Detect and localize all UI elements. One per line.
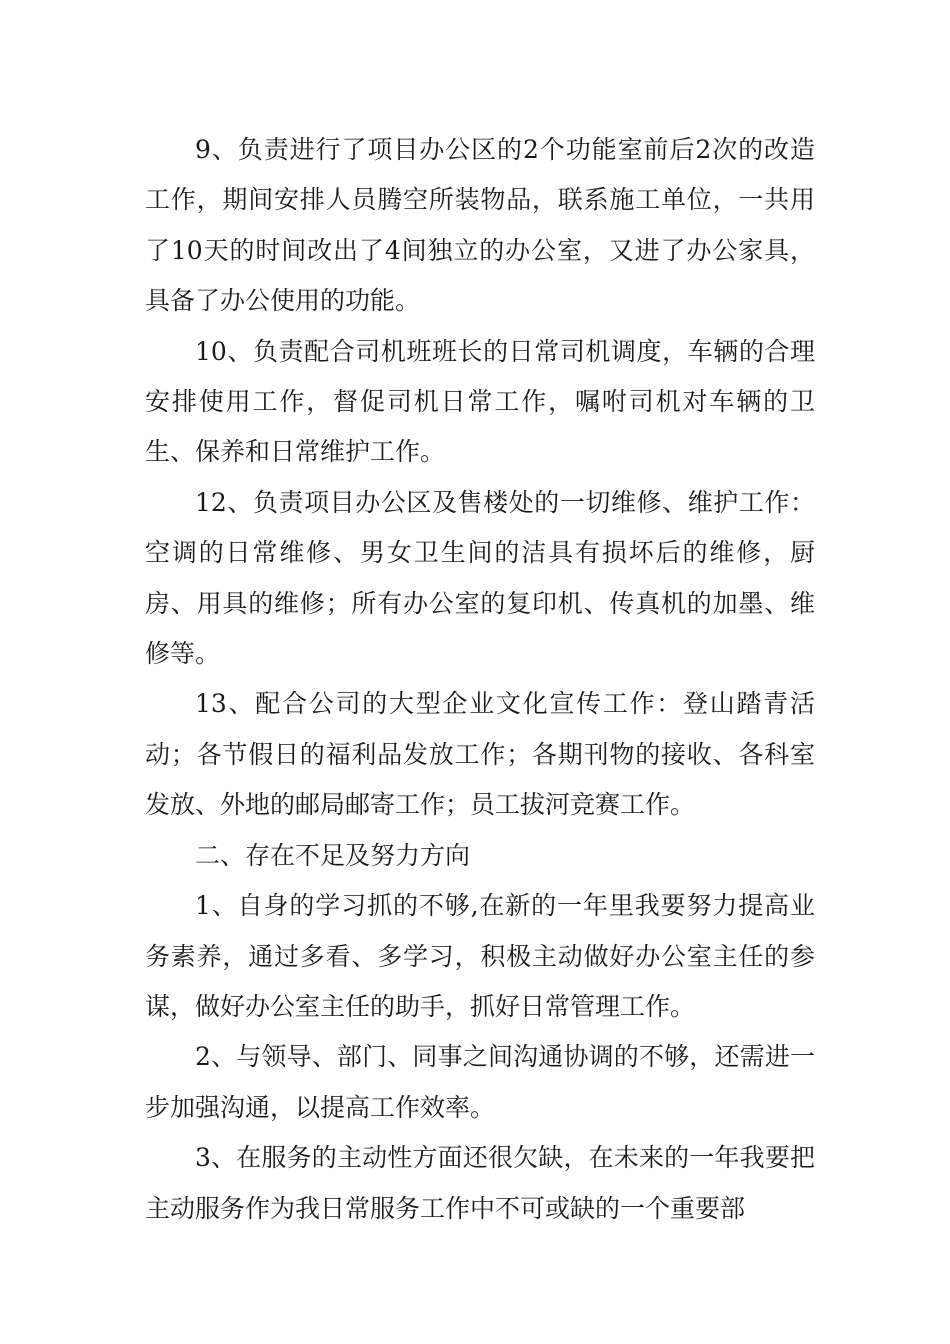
paragraph-item-13-culture-activities: 13、配合公司的大型企业文化宣传工作：登山踏青活动；各节假日的福利品发放工作；各期刊物的接收、各科室发放、外地的邮局邮寄工作；员工拔河竞赛工作。 [145,689,815,820]
paragraph-item-9-renovation: 9、负责进行了项目办公区的2个功能室前后2次的改造工作，期间安排人员腾空所装物品，联系施工单位，一共用了10天的时间改出了4间独立的办公室，又进了办公家具，具备了办公使用的功能。 [145,135,815,316]
paragraph-shortcoming-2: 2、与领导、部门、同事之间沟通协调的不够，还需进一步加强沟通，以提高工作效率。 [145,1042,815,1122]
paragraph-item-12-maintenance: 12、负责项目办公区及售楼处的一切维修、维护工作：空调的日常维修、男女卫生间的洁具有损坏后的维修，厨房、用具的维修；所有办公室的复印机、传真机的加墨、维修等。 [145,487,815,669]
paragraph-shortcoming-1: 1、自身的学习抓的不够,在新的一年里我要努力提高业务素养，通过多看、多学习，积极主动做好办公室主任的参谋，做好办公室主任的助手，抓好日常管理工作。 [145,891,815,1021]
document-page [145,125,815,1234]
section-heading-shortcomings: 二、存在不足及努力方向 [195,840,471,870]
paragraph-shortcoming-3: 3、在服务的主动性方面还很欠缺，在未来的一年我要把主动服务作为我日常服务工作中不可或缺的一个重要部 [145,1143,815,1223]
paragraph-item-10-driver-dispatch: 10、负责配合司机班班长的日常司机调度，车辆的合理安排使用工作，督促司机日常工作，嘱咐司机对车辆的卫生、保养和日常维护工作。 [145,336,815,467]
